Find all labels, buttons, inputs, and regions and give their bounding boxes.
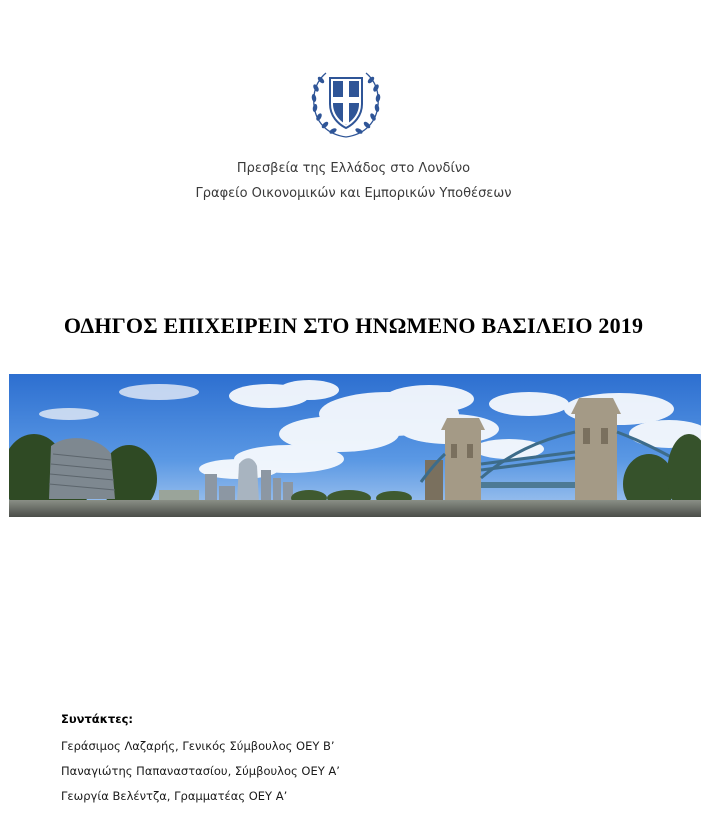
author-entry: Γεράσιμος Λαζαρής, Γενικός Σύμβουλος ΟΕΥ Β’ <box>61 739 335 753</box>
london-skyline-panorama <box>9 374 701 517</box>
greek-coat-of-arms-icon <box>306 66 386 140</box>
author-entry: Γεωργία Βελέντζα, Γραμματέας ΟΕΥ Α’ <box>61 789 288 803</box>
embassy-name: Πρεσβεία της Ελλάδος στο Λονδίνο <box>236 161 471 176</box>
document-title: ΟΔΗΓΟΣ ΕΠΙΧΕΙΡΕΙΝ ΣΤΟ ΗΝΩΜΕΝΟ ΒΑΣΙΛΕΙΟ 2019 <box>63 313 644 338</box>
authors-heading: Συντάκτες: <box>61 712 134 726</box>
office-name: Γραφείο Οικονομικών και Εμπορικών Υποθέσεων <box>195 186 512 201</box>
author-entry: Παναγιώτης Παπαναστασίου, Σύμβουλος ΟΕΥ Α’ <box>61 764 340 778</box>
